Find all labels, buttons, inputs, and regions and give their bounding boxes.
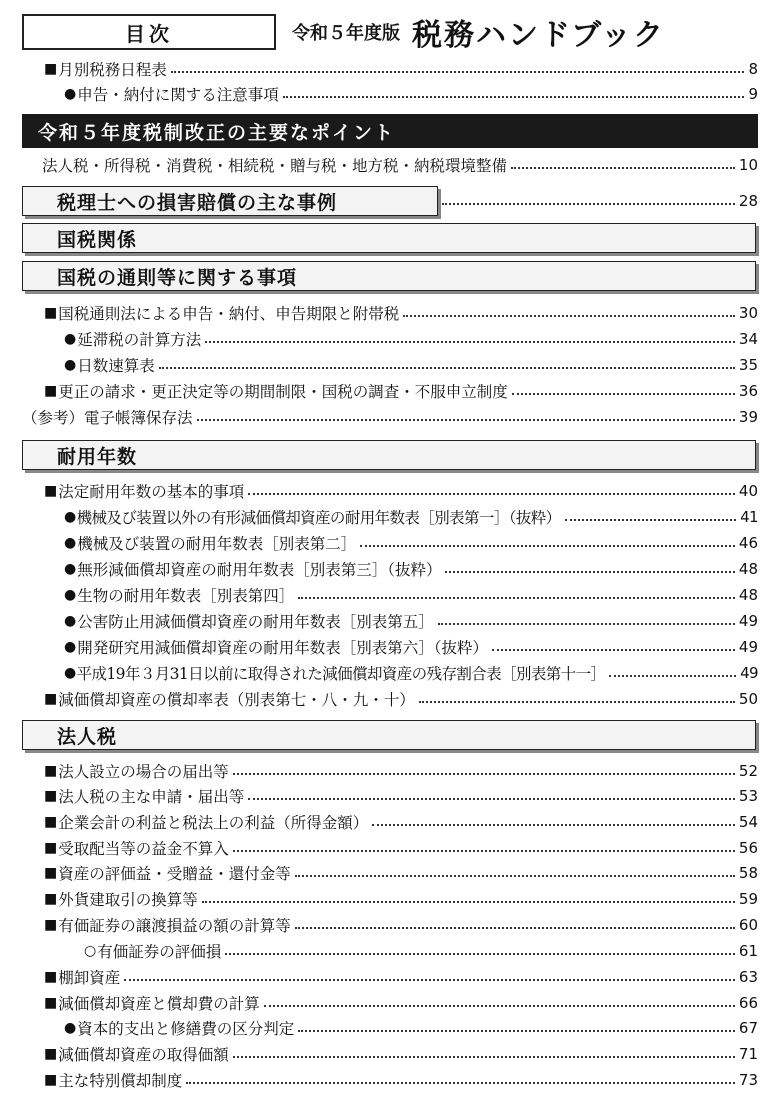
toc-entry[interactable] bbox=[22, 506, 758, 528]
page-number: 63 bbox=[738, 968, 758, 986]
square-bullet-icon: ■ bbox=[44, 814, 58, 830]
section-header-cases[interactable] bbox=[22, 186, 758, 216]
page-number: 10 bbox=[738, 156, 758, 174]
leader-dots bbox=[197, 419, 735, 421]
edition-label: 令和５年度版 bbox=[292, 23, 400, 44]
toc-entry[interactable] bbox=[22, 888, 758, 910]
toc-entry[interactable] bbox=[22, 584, 758, 606]
page-number: 46 bbox=[738, 534, 758, 552]
entry-text: 機械及び装置の耐用年数表［別表第二］ bbox=[77, 535, 357, 553]
leader-dots bbox=[248, 493, 735, 495]
leader-dots bbox=[372, 824, 735, 826]
leader-dots bbox=[124, 979, 735, 981]
leader-dots bbox=[202, 901, 735, 903]
toc-entry[interactable] bbox=[22, 532, 758, 554]
entry-text: 国税通則法による申告・納付、申告期限と附帯税 bbox=[58, 305, 400, 323]
toc-entry[interactable] bbox=[22, 760, 758, 782]
page-number: 30 bbox=[738, 304, 758, 322]
square-bullet-icon: ■ bbox=[44, 763, 58, 779]
page-number: 54 bbox=[738, 813, 758, 831]
square-bullet-icon: ■ bbox=[44, 691, 58, 707]
square-bullet-icon: ■ bbox=[44, 995, 58, 1011]
leader-dots bbox=[445, 571, 734, 573]
entry-text: 有価証券の譲渡損益の額の計算等 bbox=[58, 917, 291, 935]
entry-text: 法人税・所得税・消費税・相続税・贈与税・地方税・納税環境整備 bbox=[42, 157, 508, 175]
toc-entry[interactable] bbox=[22, 1017, 758, 1039]
page-number: 73 bbox=[738, 1071, 758, 1089]
toc-entry[interactable] bbox=[22, 406, 758, 428]
circle-bullet-icon: ● bbox=[64, 561, 77, 577]
square-bullet-icon: ■ bbox=[44, 1072, 58, 1088]
toc-entry[interactable] bbox=[22, 1069, 758, 1091]
book-title: 税務ハンドブック bbox=[412, 18, 665, 53]
square-bullet-icon: ■ bbox=[44, 917, 58, 933]
toc-entry[interactable] bbox=[22, 811, 758, 833]
entry-text: 資本的支出と修繕費の区分判定 bbox=[77, 1020, 295, 1038]
section-header-corporate: 法人税 bbox=[22, 720, 756, 750]
section-header-reform: 令和５年度税制改正の主要なポイント bbox=[22, 114, 758, 148]
circle-bullet-icon: ● bbox=[64, 509, 76, 525]
toc-entry[interactable] bbox=[22, 58, 758, 80]
page-number: 67 bbox=[738, 1019, 758, 1037]
entry-text: 減価償却資産と償却費の計算 bbox=[58, 995, 260, 1013]
square-bullet-icon: ■ bbox=[44, 840, 58, 856]
entry-text: 減価償却資産の取得価額 bbox=[58, 1046, 229, 1064]
leader-dots bbox=[512, 393, 735, 395]
square-bullet-icon: ■ bbox=[44, 483, 58, 499]
entry-text: 生物の耐用年数表［別表第四］ bbox=[77, 587, 295, 605]
square-bullet-icon: ■ bbox=[44, 1046, 58, 1062]
circle-bullet-icon: ● bbox=[64, 665, 76, 681]
page-number: 40 bbox=[738, 482, 758, 500]
toc-entry[interactable] bbox=[22, 837, 758, 859]
circle-bullet-icon: ● bbox=[64, 639, 77, 655]
page-number: 39 bbox=[738, 408, 758, 426]
page-number: 71 bbox=[738, 1045, 758, 1063]
hollow-circle-bullet-icon: ○ bbox=[84, 943, 97, 959]
toc-entry[interactable] bbox=[22, 380, 758, 402]
page-number: 58 bbox=[738, 864, 758, 882]
leader-dots bbox=[283, 96, 745, 98]
circle-bullet-icon: ● bbox=[64, 535, 77, 551]
entry-text: 棚卸資産 bbox=[58, 969, 121, 987]
page-number: 50 bbox=[738, 690, 758, 708]
toc-entry[interactable] bbox=[22, 154, 758, 176]
toc-entry[interactable] bbox=[22, 558, 758, 580]
leader-dots bbox=[159, 367, 735, 369]
leader-dots bbox=[264, 1005, 735, 1007]
entry-text: 開発研究用減価償却資産の耐用年数表［別表第六］（抜粋） bbox=[77, 639, 488, 657]
entry-text: 月別税務日程表 bbox=[58, 61, 167, 79]
toc-entry[interactable] bbox=[22, 862, 758, 884]
leader-dots bbox=[492, 649, 735, 651]
leader-dots bbox=[511, 167, 735, 169]
entry-text: 公害防止用減価償却資産の耐用年数表［別表第五］ bbox=[77, 613, 434, 631]
page-number: 56 bbox=[738, 839, 758, 857]
circle-bullet-icon: ● bbox=[64, 357, 77, 373]
entry-text: 有価証券の評価損 bbox=[97, 943, 222, 961]
toc-entry[interactable] bbox=[22, 966, 758, 988]
toc-entry[interactable] bbox=[22, 302, 758, 324]
circle-bullet-icon: ● bbox=[64, 613, 77, 629]
square-bullet-icon: ■ bbox=[44, 969, 58, 985]
toc-entry[interactable] bbox=[22, 83, 758, 105]
leader-dots bbox=[298, 1030, 735, 1032]
page-number: 60 bbox=[738, 916, 758, 934]
page-number: 53 bbox=[738, 787, 758, 805]
square-bullet-icon: ■ bbox=[44, 865, 58, 881]
entry-text: 資産の評価益・受贈益・還付金等 bbox=[58, 865, 291, 883]
leader-dots bbox=[295, 927, 735, 929]
toc-label: 目次 bbox=[22, 14, 276, 50]
page-number: 28 bbox=[738, 192, 758, 210]
page-number: 36 bbox=[738, 382, 758, 400]
entry-text: 主な特別償却制度 bbox=[58, 1072, 183, 1090]
leader-dots bbox=[403, 315, 735, 317]
leader-dots bbox=[233, 1056, 735, 1058]
entry-text: 平成19年３月31日以前に取得された減価償却資産の残存割合表［別表第十一］ bbox=[76, 665, 606, 683]
page-number: 49 bbox=[738, 638, 758, 656]
leader-dots bbox=[419, 701, 735, 703]
page-number: 61 bbox=[738, 942, 758, 960]
toc-entry[interactable] bbox=[22, 354, 758, 376]
toc-entry[interactable] bbox=[22, 662, 758, 684]
circle-bullet-icon: ● bbox=[64, 587, 77, 603]
toc-entry[interactable] bbox=[22, 636, 758, 658]
toc-entry[interactable] bbox=[22, 480, 758, 502]
leader-dots bbox=[298, 597, 735, 599]
leader-dots bbox=[442, 203, 735, 205]
leader-dots bbox=[225, 953, 735, 955]
leader-dots bbox=[565, 519, 737, 521]
toc-entry[interactable] bbox=[22, 688, 758, 710]
entry-text: 受取配当等の益金不算入 bbox=[58, 840, 229, 858]
toc-entry[interactable] bbox=[22, 328, 758, 350]
section-header-national: 国税関係 bbox=[22, 223, 756, 253]
leader-dots bbox=[186, 1082, 735, 1084]
page-number: 41 bbox=[740, 508, 758, 526]
toc-entry[interactable] bbox=[22, 610, 758, 632]
circle-bullet-icon: ● bbox=[64, 331, 77, 347]
leader-dots bbox=[233, 850, 735, 852]
toc-entry[interactable] bbox=[22, 1043, 758, 1065]
page-number: 35 bbox=[738, 356, 758, 374]
page-number: 49 bbox=[738, 612, 758, 630]
page-number: 48 bbox=[738, 586, 758, 604]
leader-dots bbox=[438, 623, 735, 625]
entry-text: 外貨建取引の換算等 bbox=[58, 891, 198, 909]
page-number: 59 bbox=[738, 890, 758, 908]
circle-bullet-icon: ● bbox=[64, 1020, 77, 1036]
leader-dots bbox=[248, 798, 735, 800]
leader-dots bbox=[171, 71, 745, 73]
square-bullet-icon: ■ bbox=[44, 61, 58, 77]
leader-dots bbox=[233, 773, 735, 775]
square-bullet-icon: ■ bbox=[44, 305, 58, 321]
entry-text: 日数速算表 bbox=[77, 357, 155, 375]
page-number: 48 bbox=[738, 560, 758, 578]
entry-text: 法人設立の場合の届出等 bbox=[58, 763, 229, 781]
entry-text: 延滞税の計算方法 bbox=[77, 331, 202, 349]
page-number: 34 bbox=[738, 330, 758, 348]
toc-entry[interactable] bbox=[22, 992, 758, 1014]
square-bullet-icon: ■ bbox=[44, 383, 58, 399]
circle-bullet-icon: ● bbox=[64, 86, 77, 102]
entry-text: 更正の請求・更正決定等の期間制限・国税の調査・不服申立制度 bbox=[58, 383, 508, 401]
section-header-general: 国税の通則等に関する事項 bbox=[22, 261, 756, 291]
toc-entry[interactable] bbox=[22, 785, 758, 807]
toc-entry[interactable] bbox=[22, 914, 758, 936]
entry-text: （参考）電子帳簿保存法 bbox=[22, 409, 193, 427]
square-bullet-icon: ■ bbox=[44, 891, 58, 907]
cases-title: 税理士への損害賠償の主な事例 bbox=[22, 186, 438, 216]
entry-text: 法人税の主な申請・届出等 bbox=[58, 788, 245, 806]
toc-entry[interactable] bbox=[22, 940, 758, 962]
leader-dots bbox=[609, 675, 736, 677]
page-number: 9 bbox=[748, 85, 758, 103]
page-number: 66 bbox=[738, 994, 758, 1012]
entry-text: 企業会計の利益と税法上の利益（所得金額） bbox=[58, 814, 369, 832]
page-number: 52 bbox=[738, 762, 758, 780]
entry-text: 機械及び装置以外の有形減価償却資産の耐用年数表［別表第一］（抜粋） bbox=[76, 509, 561, 527]
section-header-useful-life: 耐用年数 bbox=[22, 440, 756, 470]
page-number: 49 bbox=[740, 664, 758, 682]
entry-text: 法定耐用年数の基本的事項 bbox=[58, 483, 245, 501]
entry-text: 減価償却資産の償却率表（別表第七・八・九・十） bbox=[58, 691, 415, 709]
leader-dots bbox=[295, 875, 735, 877]
page-number: 8 bbox=[748, 60, 758, 78]
leader-dots bbox=[205, 341, 735, 343]
square-bullet-icon: ■ bbox=[44, 788, 58, 804]
document-header bbox=[22, 12, 762, 52]
leader-dots bbox=[360, 545, 735, 547]
entry-text: 無形減価償却資産の耐用年数表［別表第三］（抜粋） bbox=[77, 561, 442, 579]
entry-text: 申告・納付に関する注意事項 bbox=[77, 86, 279, 104]
